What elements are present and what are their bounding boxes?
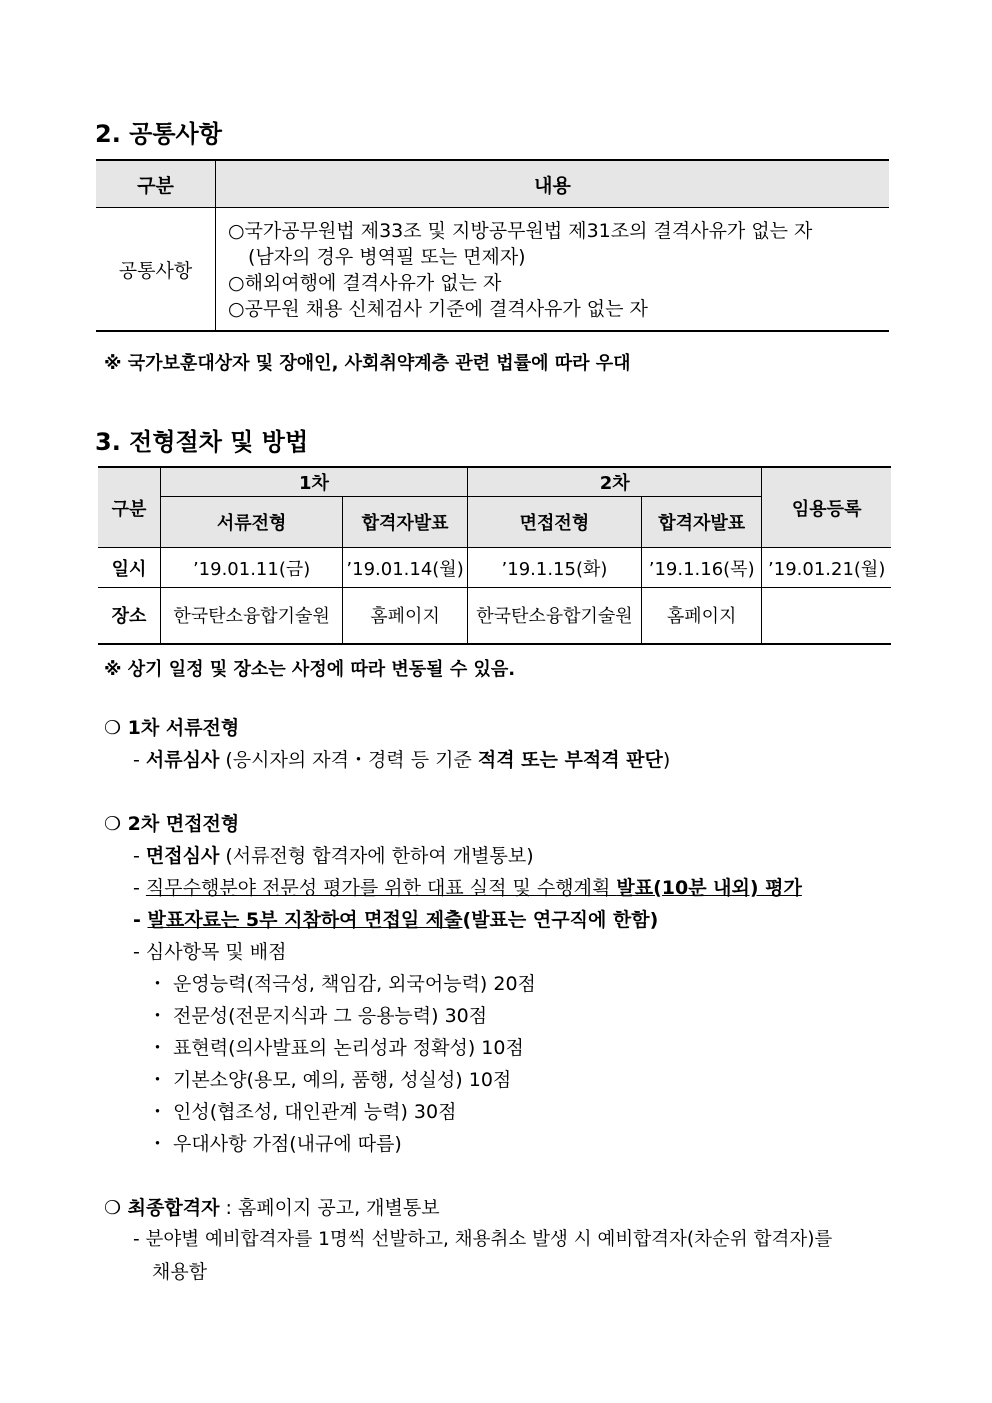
th-stage1: 1차	[161, 467, 468, 497]
final-heading	[104, 1193, 440, 1220]
th-result2: 합격자발표	[641, 497, 761, 548]
date-cell: ’19.01.21(월)	[762, 548, 891, 588]
requirements-cell	[216, 208, 890, 332]
step1-heading: ❍ 1차 서류전형	[104, 717, 240, 739]
th-stage2: 2차	[467, 467, 761, 497]
section3-note: ※ 상기 일정 및 장소는 사정에 따라 변동될 수 있음.	[104, 659, 516, 680]
requirement-item: (남자의 경우 병역필 또는 면제자)	[248, 246, 526, 268]
date-cell: ’19.01.14(월)	[343, 548, 468, 588]
date-cell: ’19.01.11(금)	[161, 548, 343, 588]
row-label: 공통사항	[96, 208, 216, 332]
selection-schedule-table	[98, 466, 891, 645]
section2-title: 2. 공통사항	[95, 120, 222, 148]
section3-title: 3. 전형절차 및 방법	[95, 428, 309, 456]
common-requirements-table	[96, 159, 889, 332]
requirement-item: ○해외여행에 결격사유가 없는 자	[228, 272, 502, 294]
interview-line	[133, 841, 534, 868]
place-cell	[762, 588, 891, 644]
materials-underlined: 발표자료는 5부 지참하여 면접일 제출	[147, 909, 463, 931]
materials-note: (발표는 연구직에 한함)	[462, 909, 659, 931]
presentation-text: 직무수행분야 전문성 평가를 위한 대표 실적 및 수행계획	[145, 877, 617, 899]
criteria-heading: - 심사항목 및 배점	[133, 941, 287, 963]
requirement-item: ○국가공무원법 제33조 및 지방공무원법 제31조의 결격사유가 없는 자	[228, 220, 813, 242]
dash: -	[133, 877, 146, 899]
criteria-item: ・ 운영능력(적극성, 책임감, 외국어능력) 20점	[148, 973, 536, 995]
step1-text: (응시자의 자격・경력 등 기준	[219, 749, 478, 771]
date-cell: ’19.1.16(목)	[641, 548, 761, 588]
place-cell: 홈페이지	[343, 588, 468, 644]
requirement-item: ○공무원 채용 신체검사 기준에 결격사유가 없는 자	[228, 298, 648, 320]
eligibility-judgement: 적격 또는 부적격 판단	[477, 749, 663, 771]
final-label: 최종합격자	[127, 1197, 220, 1219]
criteria-item: ・ 표현력(의사발표의 논리성과 정확성) 10점	[148, 1037, 524, 1059]
th-document-review: 서류전형	[161, 497, 343, 548]
step2-heading: ❍ 2차 면접전형	[104, 813, 240, 835]
final-detail: - 분야별 예비합격자를 1명씩 선발하고, 채용취소 발생 시 예비합격자(차순위 합격자)를	[133, 1229, 833, 1250]
th-result1: 합격자발표	[343, 497, 468, 548]
presentation-underlined	[146, 877, 802, 899]
presentation-bold: 발표(10분 내외) 평가	[616, 877, 802, 899]
document-review-label: 서류심사	[145, 749, 220, 771]
th-category: 구분	[98, 467, 161, 548]
place-cell: 한국탄소융합기술원	[467, 588, 641, 644]
dash: -	[133, 749, 146, 771]
materials-line	[133, 905, 658, 932]
step1-detail	[133, 745, 670, 772]
criteria-item: ・ 전문성(전문지식과 그 응용능력) 30점	[148, 1005, 488, 1027]
section2-note: ※ 국가보훈대상자 및 장애인, 사회취약계층 관련 법률에 따라 우대	[104, 353, 631, 374]
dash: -	[133, 845, 146, 867]
step1-tail: )	[662, 749, 671, 771]
place-cell: 한국탄소융합기술원	[161, 588, 343, 644]
criteria-item: ・ 우대사항 가점(내규에 따름)	[148, 1133, 402, 1155]
presentation-line	[133, 873, 802, 900]
row-date-label: 일시	[98, 548, 161, 588]
criteria-item: ・ 기본소양(용모, 예의, 품행, 성실성) 10점	[148, 1069, 512, 1091]
th-category: 구분	[96, 160, 216, 208]
dash: -	[133, 909, 148, 931]
th-registration: 임용등록	[762, 467, 891, 548]
interview-text: (서류전형 합격자에 한하여 개별통보)	[219, 845, 534, 867]
place-cell: 홈페이지	[641, 588, 761, 644]
date-cell: ’19.1.15(화)	[467, 548, 641, 588]
final-text: : 홈페이지 공고, 개별통보	[219, 1197, 440, 1219]
row-place-label: 장소	[98, 588, 161, 644]
th-interview: 면접전형	[467, 497, 641, 548]
final-detail-cont: 채용함	[152, 1261, 208, 1283]
circle-bullet: ❍	[104, 1197, 128, 1219]
criteria-item: ・ 인성(협조성, 대인관계 능력) 30점	[148, 1101, 457, 1123]
th-content: 내용	[216, 160, 890, 208]
interview-label: 면접심사	[145, 845, 220, 867]
